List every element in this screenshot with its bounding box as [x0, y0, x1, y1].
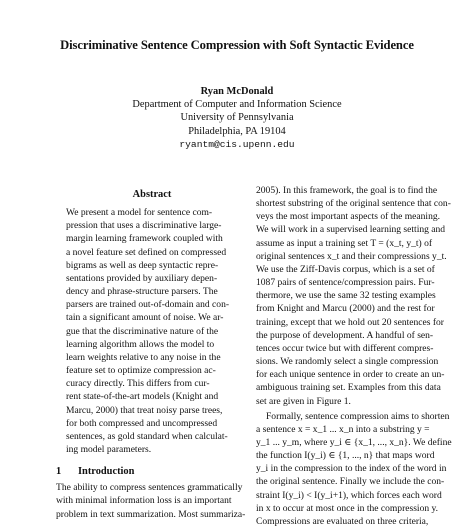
text-line: 1087 pairs of sentence/compression pairs. Fur-: [256, 277, 435, 289]
section-title: Introduction: [78, 466, 135, 478]
text-line: dency and phrase-structure parsers. The: [66, 286, 218, 298]
text-line: for both compressed and uncompressed: [66, 417, 218, 429]
text-line: the function I(y_i) ∈ {1, ..., n} that maps word: [256, 450, 435, 462]
abstract-heading: Abstract: [132, 189, 172, 200]
introduction-body: [56, 481, 248, 520]
text-line: learn weights relative to any noise in the: [66, 351, 221, 363]
text-line: problem in text summarization. Most summariza-: [56, 508, 246, 520]
text-line: in x to occur at most once in the compression y.: [256, 502, 439, 514]
text-line: original sentences x_t and their compressions y_t.: [256, 250, 447, 262]
text-line: from Knight and Marcu (2000) and the rest for: [256, 303, 435, 315]
text-line: ambiguous training set. Examples from this data: [256, 382, 441, 394]
abstract-body: [66, 206, 238, 456]
text-line: a sentence x = x_1 ... x_n into a substring y =: [256, 423, 430, 435]
text-line: thermore, we use the same 32 testing examples: [256, 290, 436, 302]
text-line: Formally, sentence compression aims to shorten: [266, 410, 450, 422]
text-line: the purpose of development. A handful of sen-: [256, 329, 434, 341]
text-line: bigrams as well as deep syntactic repre-: [66, 259, 219, 271]
author-university: University of Pennsylvania: [180, 112, 294, 124]
text-line: a novel feature set defined on compressed: [66, 246, 227, 258]
text-line: ing model parameters.: [66, 443, 152, 455]
author-block: [0, 85, 474, 151]
text-line: sentations provided by auxiliary depen-: [66, 272, 218, 284]
paper-title: Discriminative Sentence Compression with Soft Syntactic Evidence: [60, 38, 414, 52]
author-name: Ryan McDonald: [200, 86, 274, 97]
author-location: Philadelphia, PA 19104: [188, 125, 286, 137]
text-line: set are given in Figure 1.: [256, 395, 351, 407]
text-line: pression that uses a discriminative large-: [66, 220, 222, 232]
text-line: The ability to compress sentences grammatically: [56, 482, 243, 494]
right-column: [256, 184, 452, 528]
text-line: We use the Ziff-Davis corpus, which is a set of: [256, 263, 435, 275]
section-number: 1: [56, 466, 62, 478]
text-line: tences occur twice but with different compres-: [256, 342, 434, 354]
author-email: ryantm@cis.upenn.edu: [179, 138, 295, 150]
right-paragraph-2: [256, 410, 452, 528]
text-line: Compressions are evaluated on three criteria,: [256, 515, 429, 527]
text-line: sions. We randomly select a single compression: [256, 356, 439, 368]
text-line: curacy directly. This differs from cur-: [66, 378, 210, 390]
text-line: learning algorithm allows the model to: [66, 338, 215, 350]
text-line: veys the most important aspects of the meaning.: [256, 211, 441, 223]
text-line: feature set to optimize compression ac-: [66, 365, 216, 377]
text-line: parsers are trained out-of-domain and con-: [66, 299, 230, 311]
text-line: with minimal information loss is an important: [56, 495, 232, 507]
left-column: [56, 188, 248, 521]
text-line: y_1 ... y_m, where y_i ∈ {x_1, ..., x_n}. We define: [256, 436, 452, 448]
text-line: for each unique sentence in order to create an un-: [256, 369, 445, 381]
text-line: Marcu, 2000) that treat noisy parse trees,: [66, 404, 223, 416]
text-line: We will work in a supervised learning setting and: [256, 224, 446, 236]
right-paragraph-1: [256, 184, 452, 408]
text-line: y_i in the compression to the index of the word in: [256, 463, 447, 475]
text-line: We present a model for sentence com-: [66, 207, 213, 219]
text-line: tain a significant amount of noise. We ar-: [66, 312, 224, 324]
text-line: rent state-of-the-art models (Knight and: [66, 391, 219, 403]
text-line: the original sentence. Finally we include the con-: [256, 476, 445, 488]
text-line: assume as input a training set T = (x_t, y_t) of: [256, 237, 433, 249]
section-heading-introduction: [56, 465, 248, 478]
text-line: straint I(y_i) < I(y_i+1), which forces each word: [256, 489, 442, 501]
text-line: sentences, as gold standard when calculat-: [66, 430, 228, 442]
text-line: training, except that we hold out 20 sentences for: [256, 316, 444, 328]
text-line: gue that the discriminative nature of the: [66, 325, 219, 337]
text-line: margin learning framework coupled with: [66, 233, 223, 245]
text-line: shortest substring of the original sentence that con-: [256, 198, 451, 210]
text-line: 2005). In this framework, the goal is to find the: [256, 185, 438, 196]
author-department: Department of Computer and Information Science: [132, 99, 342, 111]
